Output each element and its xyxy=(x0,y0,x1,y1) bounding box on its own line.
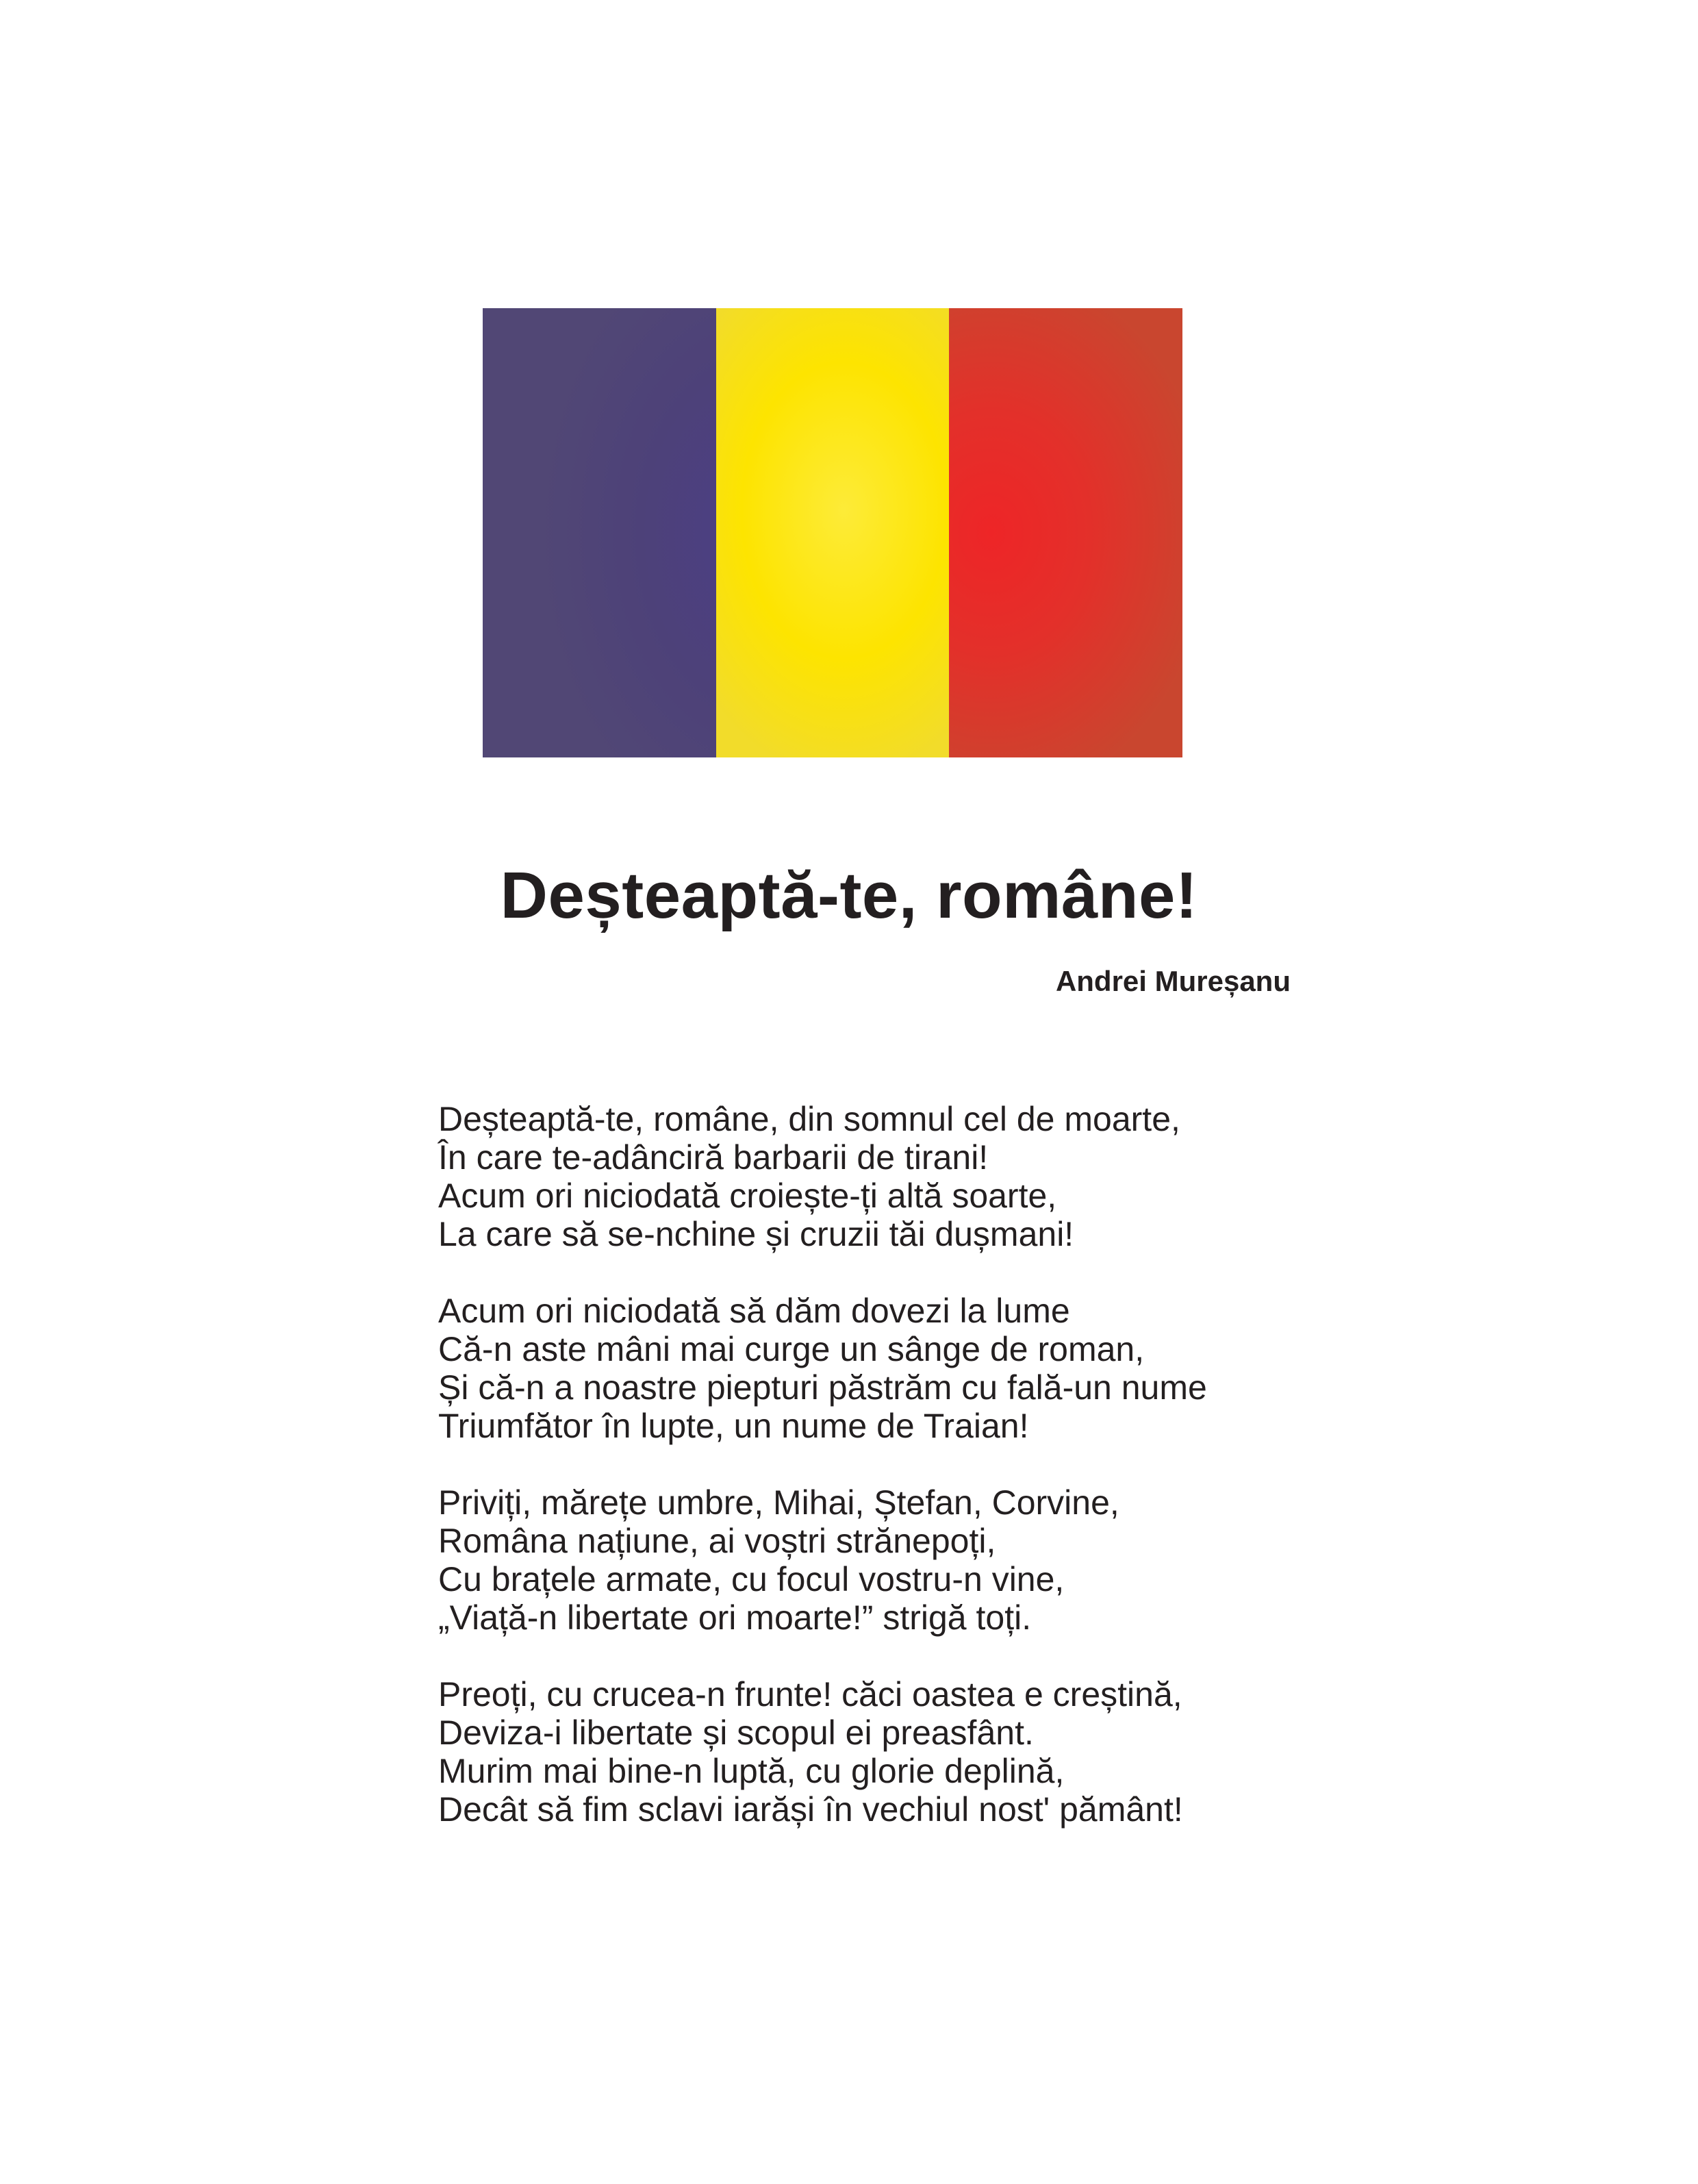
flag-stripe-yellow xyxy=(716,308,950,757)
poem-line: Decât să fim sclavi iarăși în vechiul nost' pământ! xyxy=(438,1790,1183,1829)
poem-line: Cu brațele armate, cu focul vostru-n vine, xyxy=(438,1560,1065,1598)
poem-line: Triumfător în lupte, un nume de Traian! xyxy=(438,1407,1029,1445)
romanian-flag-image xyxy=(483,308,1182,757)
poem-line: Preoți, cu crucea-n frunte! căci oastea e creștină, xyxy=(438,1675,1182,1714)
flag-stripe-blue xyxy=(483,308,716,757)
poem-line: Priviți, mărețe umbre, Mihai, Ștefan, Corvine, xyxy=(438,1483,1119,1522)
poem-author: Andrei Mureșanu xyxy=(1055,965,1291,997)
poem-line: Murim mai bine-n luptă, cu glorie deplină, xyxy=(438,1752,1065,1790)
poem-line: La care să se-nchine și cruzii tăi dușmani! xyxy=(438,1215,1074,1253)
poem-stanza xyxy=(438,1483,1328,1637)
poem-title: Deșteaptă-te, române! xyxy=(500,859,1198,932)
poem-line: Acum ori niciodată croiește-ți altă soarte, xyxy=(438,1177,1057,1215)
poem-stanza xyxy=(438,1292,1328,1445)
poem-stanza xyxy=(438,1100,1328,1253)
flag-stripe-red xyxy=(949,308,1182,757)
poem-line: Acum ori niciodată să dăm dovezi la lume xyxy=(438,1292,1070,1330)
poem-line: Deșteaptă-te, române, din somnul cel de moarte, xyxy=(438,1100,1180,1138)
poem-stanza xyxy=(438,1675,1328,1829)
poem-line: „Viață-n libertate ori moarte!” strigă toți. xyxy=(438,1598,1032,1637)
poem-line: În care te-adânciră barbarii de tirani! xyxy=(438,1138,989,1177)
poem-line: Că-n aste mâni mai curge un sânge de roman, xyxy=(438,1330,1145,1368)
poem-line: Și că-n a noastre piepturi păstrăm cu fală-un nume xyxy=(438,1368,1207,1407)
poem-line: Deviza-i libertate și scopul ei preasfânt. xyxy=(438,1714,1034,1752)
poem-line: Româna națiune, ai voștri strănepoți, xyxy=(438,1522,996,1560)
poem-body xyxy=(438,1100,1328,1867)
